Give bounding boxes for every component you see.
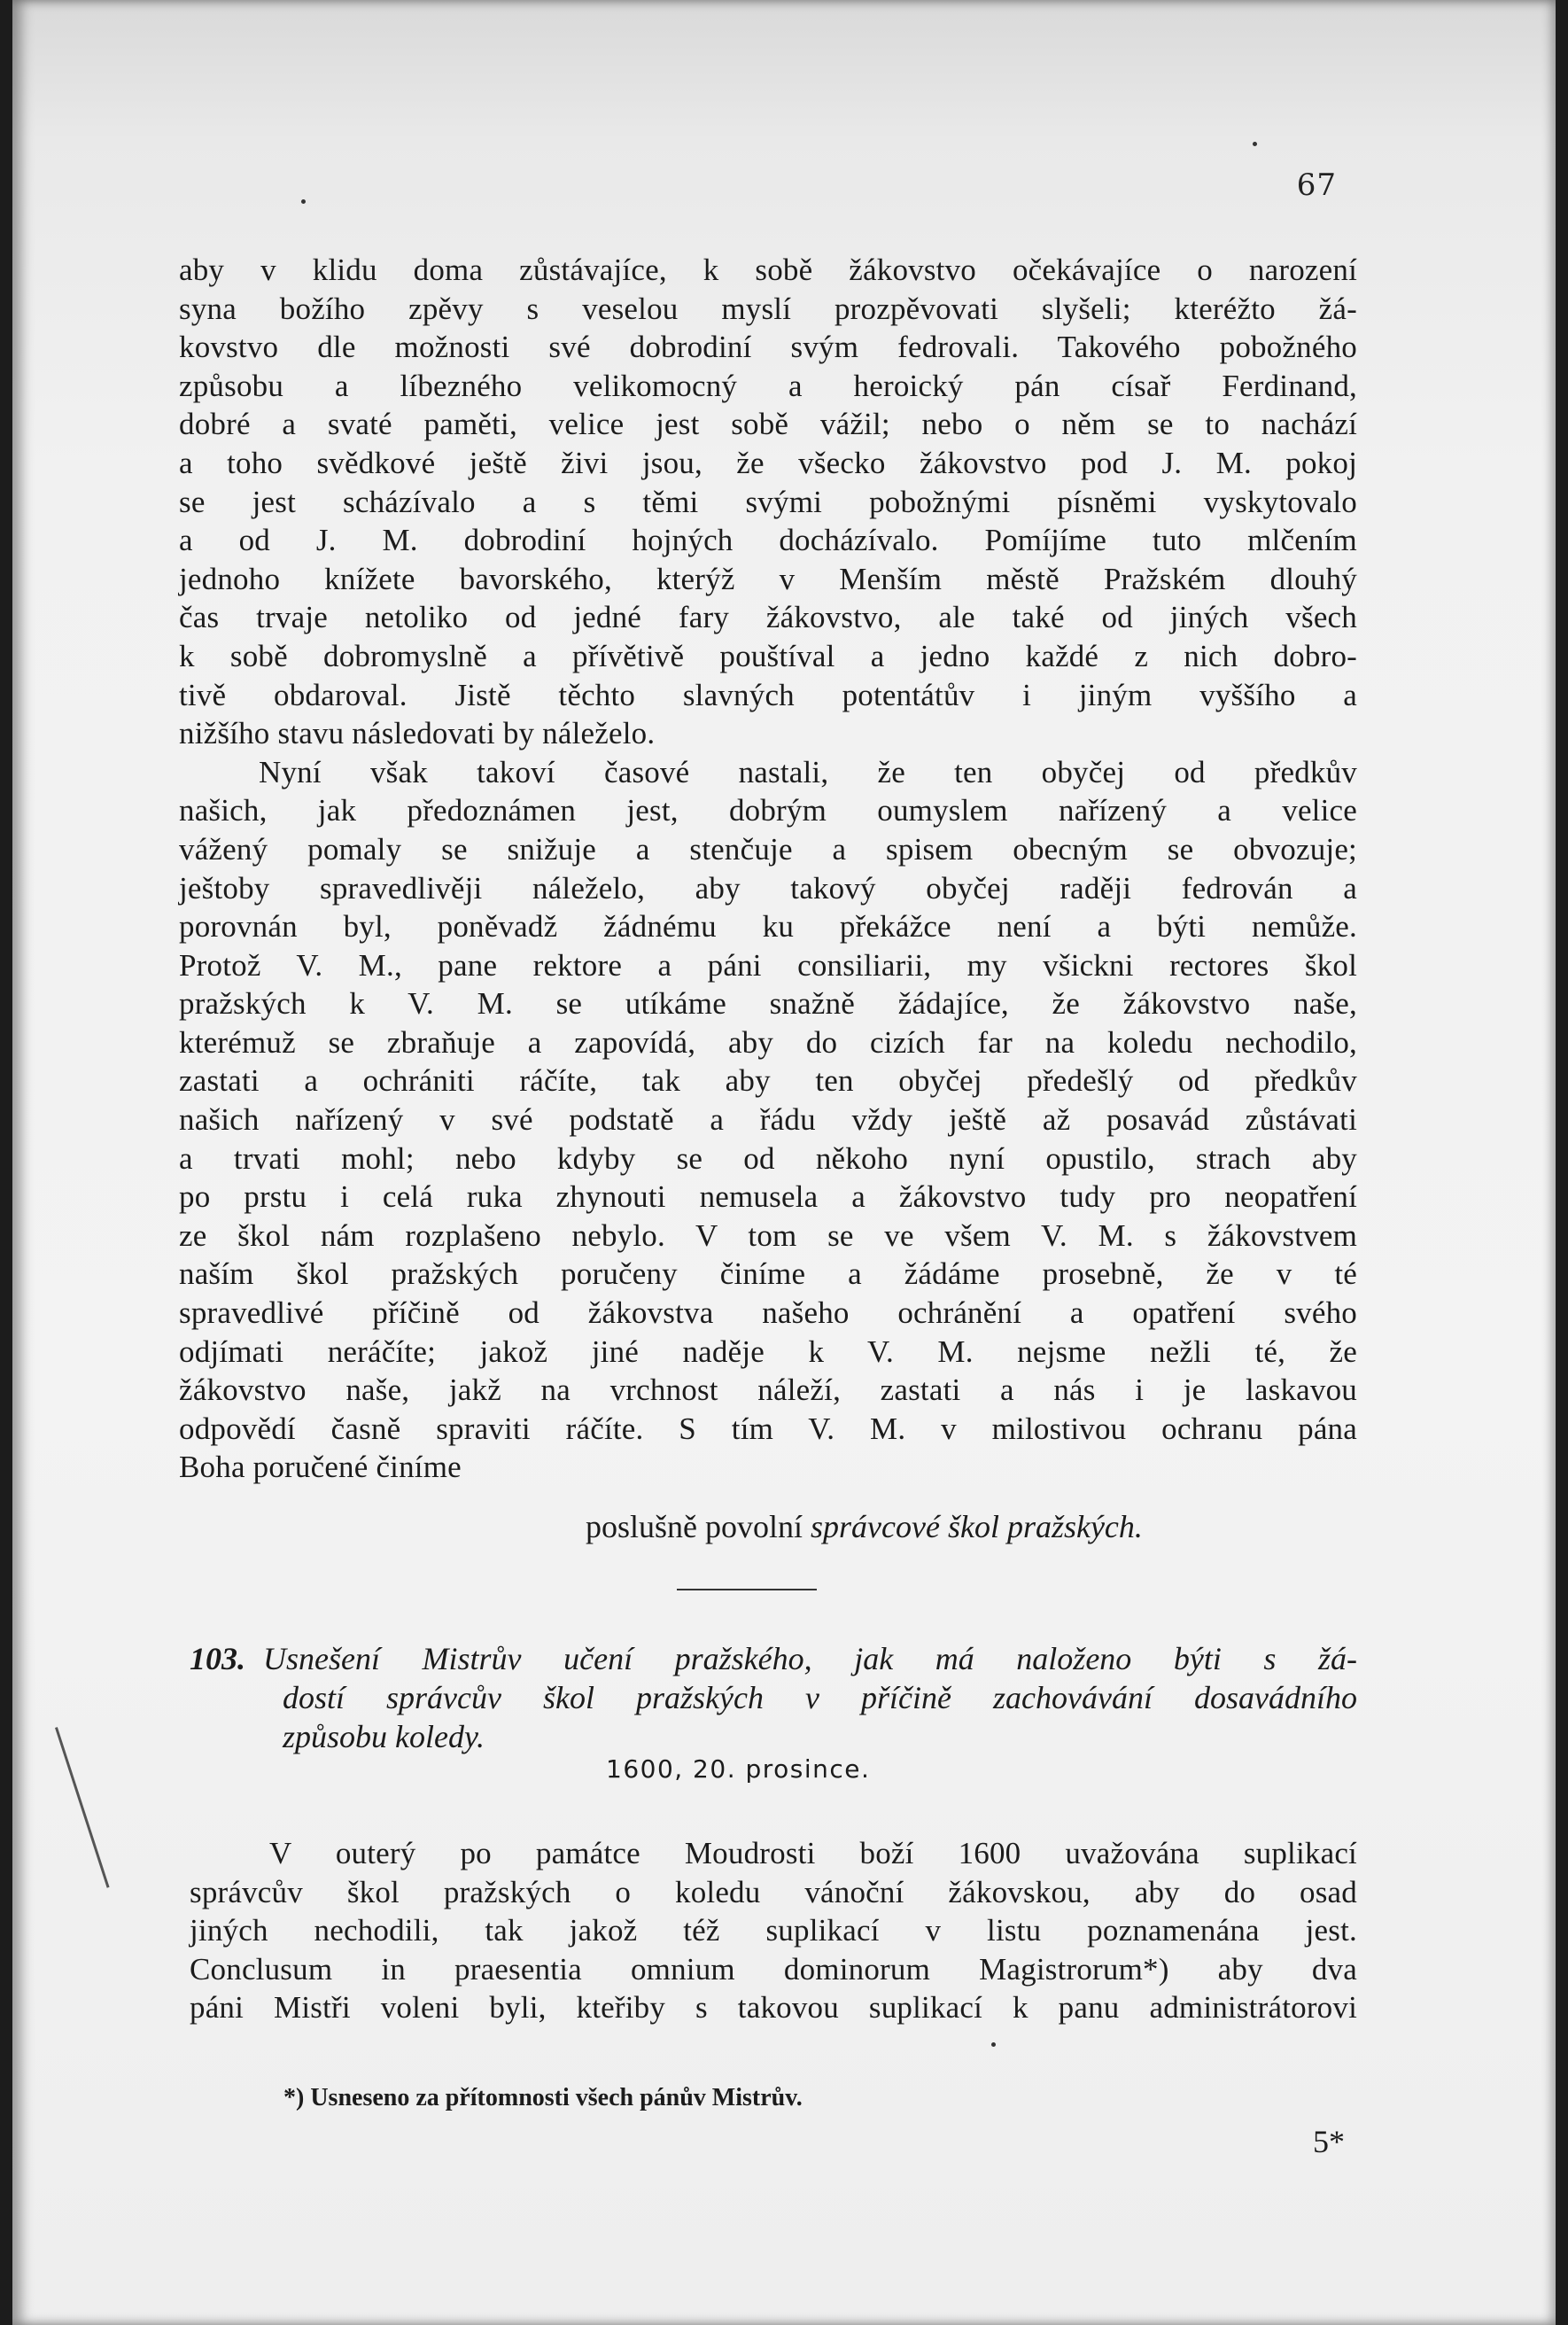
- text-line: dobré a svaté paměti, velice jest sobě vážil; nebo o něm se to nachází: [179, 407, 1357, 442]
- text-line: kterémuž se zbraňuje a zapovídá, aby do cizích far na koledu nechodilo,: [179, 1024, 1357, 1060]
- text-line: Boha poručené činíme: [179, 1450, 462, 1485]
- text-line: pražských k V. M. se utíkáme snažně žádajíce, že žákovstvo naše,: [179, 986, 1357, 1022]
- text-line: porovnán byl, poněvadž žádnému ku překážce není a býti nemůže.: [179, 909, 1357, 945]
- document-heading: [190, 1639, 1357, 1756]
- text-line: odpovědí časně spraviti ráčíte. S tím V. M. v milostivou ochranu pána: [179, 1411, 1357, 1446]
- text-line: se jest scházívalo a s těmi svými pobožnými písněmi vyskytovalo: [179, 484, 1357, 519]
- document-date: 1600, 20. prosince.: [606, 1754, 871, 1784]
- text-line: zastati a ochrániti ráčíte, tak aby ten obyčej předešlý od předkův: [179, 1063, 1357, 1099]
- text-line: a trvati mohl; nebo kdyby se od někoho nyní opustilo, strach aby: [179, 1140, 1357, 1176]
- text-line: našich nařízený v své podstatě a řádu vždy ještě až posavád zůstávati: [179, 1102, 1357, 1138]
- book-page: [12, 0, 1556, 2325]
- text-line: páni Mistři voleni byli, kteřiby s takovou suplikací k panu administrátorovi: [190, 1990, 1357, 2026]
- margin-stroke: [55, 1727, 110, 1888]
- text-line: nižšího stavu následovati by náleželo.: [179, 716, 656, 751]
- text-line: jednoho knížete bavorského, kterýž v Menším městě Pražském dlouhý: [179, 561, 1357, 596]
- text-line: po prstu i celá ruka zhynouti nemusela a žákovstvo tudy pro neopatření: [179, 1179, 1357, 1215]
- text-line: způsobu a líbezného velikomocný a heroický pán císař Ferdinand,: [179, 368, 1357, 403]
- text-line: našich, jak předoznámen jest, dobrým oumyslem nařízený a velice: [179, 793, 1357, 828]
- text-line: čas trvaje netoliko od jedné fary žákovstvo, ale také od jiných všech: [179, 600, 1357, 635]
- text-line: Protož V. M., pane rektore a páni consiliarii, my všickni rectores škol: [179, 947, 1357, 983]
- section-divider: [677, 1589, 817, 1590]
- text-line: ještoby spravedlivěji náleželo, aby takový obyčej raději fedrován a: [179, 870, 1357, 906]
- heading-line: [190, 1639, 1357, 1678]
- text-line: spravedlivé příčině od žákovstva našeho ochránění a opatření svého: [179, 1295, 1357, 1331]
- text-line: Nyní však takoví časové nastali, že ten obyčej od předkův: [259, 754, 1357, 789]
- sheet-signature: 5*: [1313, 2124, 1345, 2159]
- text-line: V outerý po památce Moudrosti boží 1600 uvažována suplikací: [269, 1836, 1357, 1870]
- main-text: [179, 251, 1357, 1487]
- heading-text: Usnešení Mistrův učení pražského, jak má naloženo býti s žá-: [263, 1641, 1357, 1676]
- letter-signature: [586, 1508, 1143, 1545]
- heading-line: dostí správcův škol pražských v příčině zachovávání dosavádního: [283, 1680, 1357, 1715]
- text-line: a toho svědkové ještě živi jsou, že všecko žákovstvo pod J. M. pokoj: [179, 445, 1357, 480]
- text-line: odjímati neráčíte; jakož jiné naděje k V. M. nejsme nežli té, že: [179, 1334, 1357, 1369]
- heading-line: způsobu koledy.: [283, 1719, 485, 1754]
- signature-italic: správcové škol pražských.: [811, 1509, 1143, 1544]
- document-number: 103.: [190, 1641, 245, 1676]
- text-line: ze škol nám rozplašeno nebylo. V tom se ve všem V. M. s žákovstvem: [179, 1217, 1357, 1253]
- print-speck: [301, 199, 306, 204]
- print-speck: [1253, 142, 1257, 146]
- text-line: naším škol pražských poručeny činíme a žádáme prosebně, že v té: [179, 1256, 1357, 1292]
- text-line: kovstvo dle možnosti své dobrodiní svým fedrovali. Takového pobožného: [179, 330, 1357, 365]
- text-line: tivě obdaroval. Jistě těchto slavných potentátův i jiným vyššího a: [179, 677, 1357, 712]
- text-line: syna božího zpěvy s veselou myslí prozpěvovati slyšeli; kteréžto žá-: [179, 291, 1357, 326]
- text-line: správcův škol pražských o koledu vánoční žákovskou, aby do osad: [190, 1874, 1357, 1909]
- record-text: [190, 1834, 1357, 2027]
- footnote: *) Usneseno za přítomnosti všech pánův Mistrův.: [283, 2084, 803, 2111]
- text-line: aby v klidu doma zůstávajíce, k sobě žákovstvo očekávajíce o narození: [179, 253, 1357, 287]
- text-line: k sobě dobromyslně a přívětivě pouštíval a jedno každé z nich dobro-: [179, 638, 1357, 673]
- page-number: 67: [1296, 167, 1337, 203]
- text-line: a od J. M. dobrodiní hojných docházívalo. Pomíjíme tuto mlčením: [179, 523, 1357, 558]
- text-line: jiných nechodili, tak jakož též suplikací v listu poznamenána jest.: [190, 1913, 1357, 1948]
- print-speck: [991, 2042, 996, 2047]
- text-line: Conclusum in praesentia omnium dominorum Magistrorum*) aby dva: [190, 1951, 1357, 1987]
- signature-prefix: poslušně povolní: [586, 1509, 803, 1544]
- text-line: vážený pomaly se snižuje a stenčuje a spisem obecným se obvozuje;: [179, 831, 1357, 867]
- text-line: žákovstvo naše, jakž na vrchnost náleží, zastati a nás i je laskavou: [179, 1372, 1357, 1408]
